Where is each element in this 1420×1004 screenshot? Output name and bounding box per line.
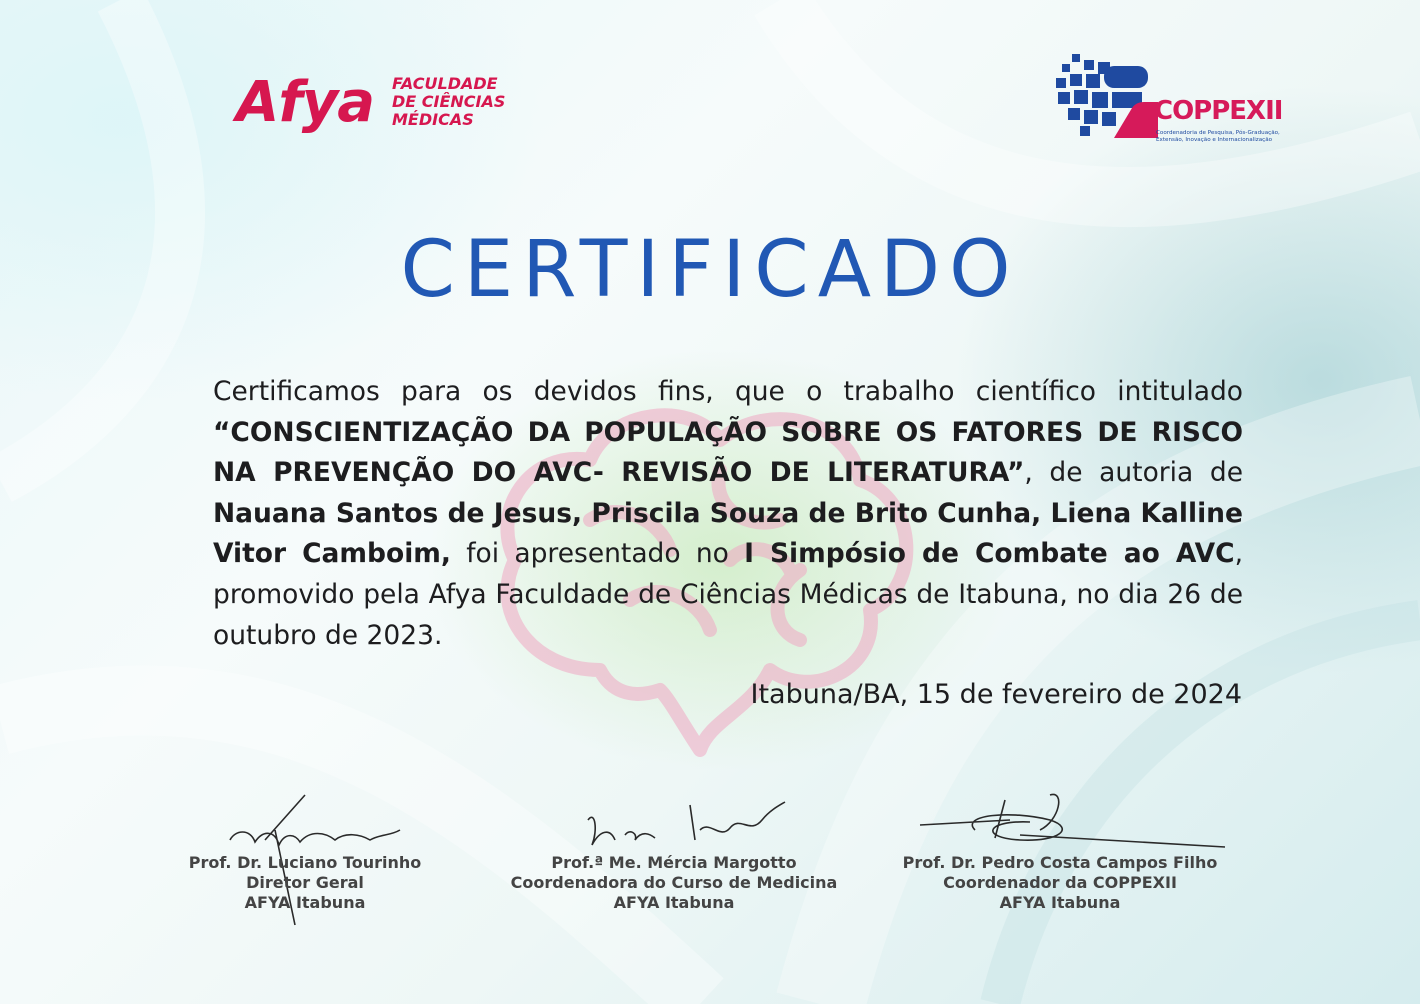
afya-logo-subtitle-line: FACULDADE [392,74,498,93]
signatory-org: AFYA Itabuna [999,893,1121,912]
signatory-role: Diretor Geral [246,873,364,892]
certificate-title: CERTIFICADO [400,225,1020,315]
certificate-body [213,372,1243,656]
signatory-org: AFYA Itabuna [244,893,366,912]
afya-logo-subtitle-line: MÉDICAS [392,110,474,129]
signatory-org: AFYA Itabuna [613,893,735,912]
signature-block-coordenador-coppexii [900,790,1220,912]
afya-logo-subtitle-line: DE CIÊNCIAS [392,92,506,111]
signature-block-diretor [175,790,435,912]
signature-block-coordenadora-medicina [500,790,848,912]
body-intro: Certificamos para os devidos fins, que o trabalho científico intitulado [213,376,1243,407]
body-closing: , promovido pela Afya Faculdade de Ciências Médicas de Itabuna, no dia 26 de outubro de 2023. [213,538,1243,651]
afya-logo-subtitle [392,75,505,129]
signatory-name: Prof. Dr. Pedro Costa Campos Filho [902,853,1218,872]
signatory-role: Coordenador da COPPEXII [943,873,1177,892]
afya-logo-word: Afya [236,69,374,135]
work-title: “CONSCIENTIZAÇÃO DA POPULAÇÃO SOBRE OS FATORES DE RISCO NA PREVENÇÃO DO AVC- REVISÃO DE LITERATURA” [213,416,1243,489]
signatory-name: Prof.ª Me. Mércia Margotto [551,853,797,872]
signatory-name: Prof. Dr. Luciano Tourinho [188,853,422,872]
body-presented-text: foi apresentado no [450,538,745,570]
coppexii-mosaic-icon [1054,52,1159,142]
coppexii-logo-description: Coordenadoria de Pesquisa, Pós-Graduação, Extensão, Inovação e Internacionalização [1156,130,1280,143]
place-date: Itabuna/BA, 15 de fevereiro de 2024 [750,679,1242,710]
signatory-role: Coordenadora do Curso de Medicina [510,873,838,892]
afya-logo [236,62,505,142]
coppexii-logo-name: COPPEXII [1154,96,1283,126]
event-name: I Simpósio de Combate ao AVC [744,538,1235,570]
coppexii-logo [1054,52,1299,152]
body-authorship-text: , de autoria de [1024,457,1243,489]
authors-list: Nauana Santos de Jesus, Priscila Souza de Brito Cunha, Liena Kalline Vitor Camboim, [213,497,1243,570]
